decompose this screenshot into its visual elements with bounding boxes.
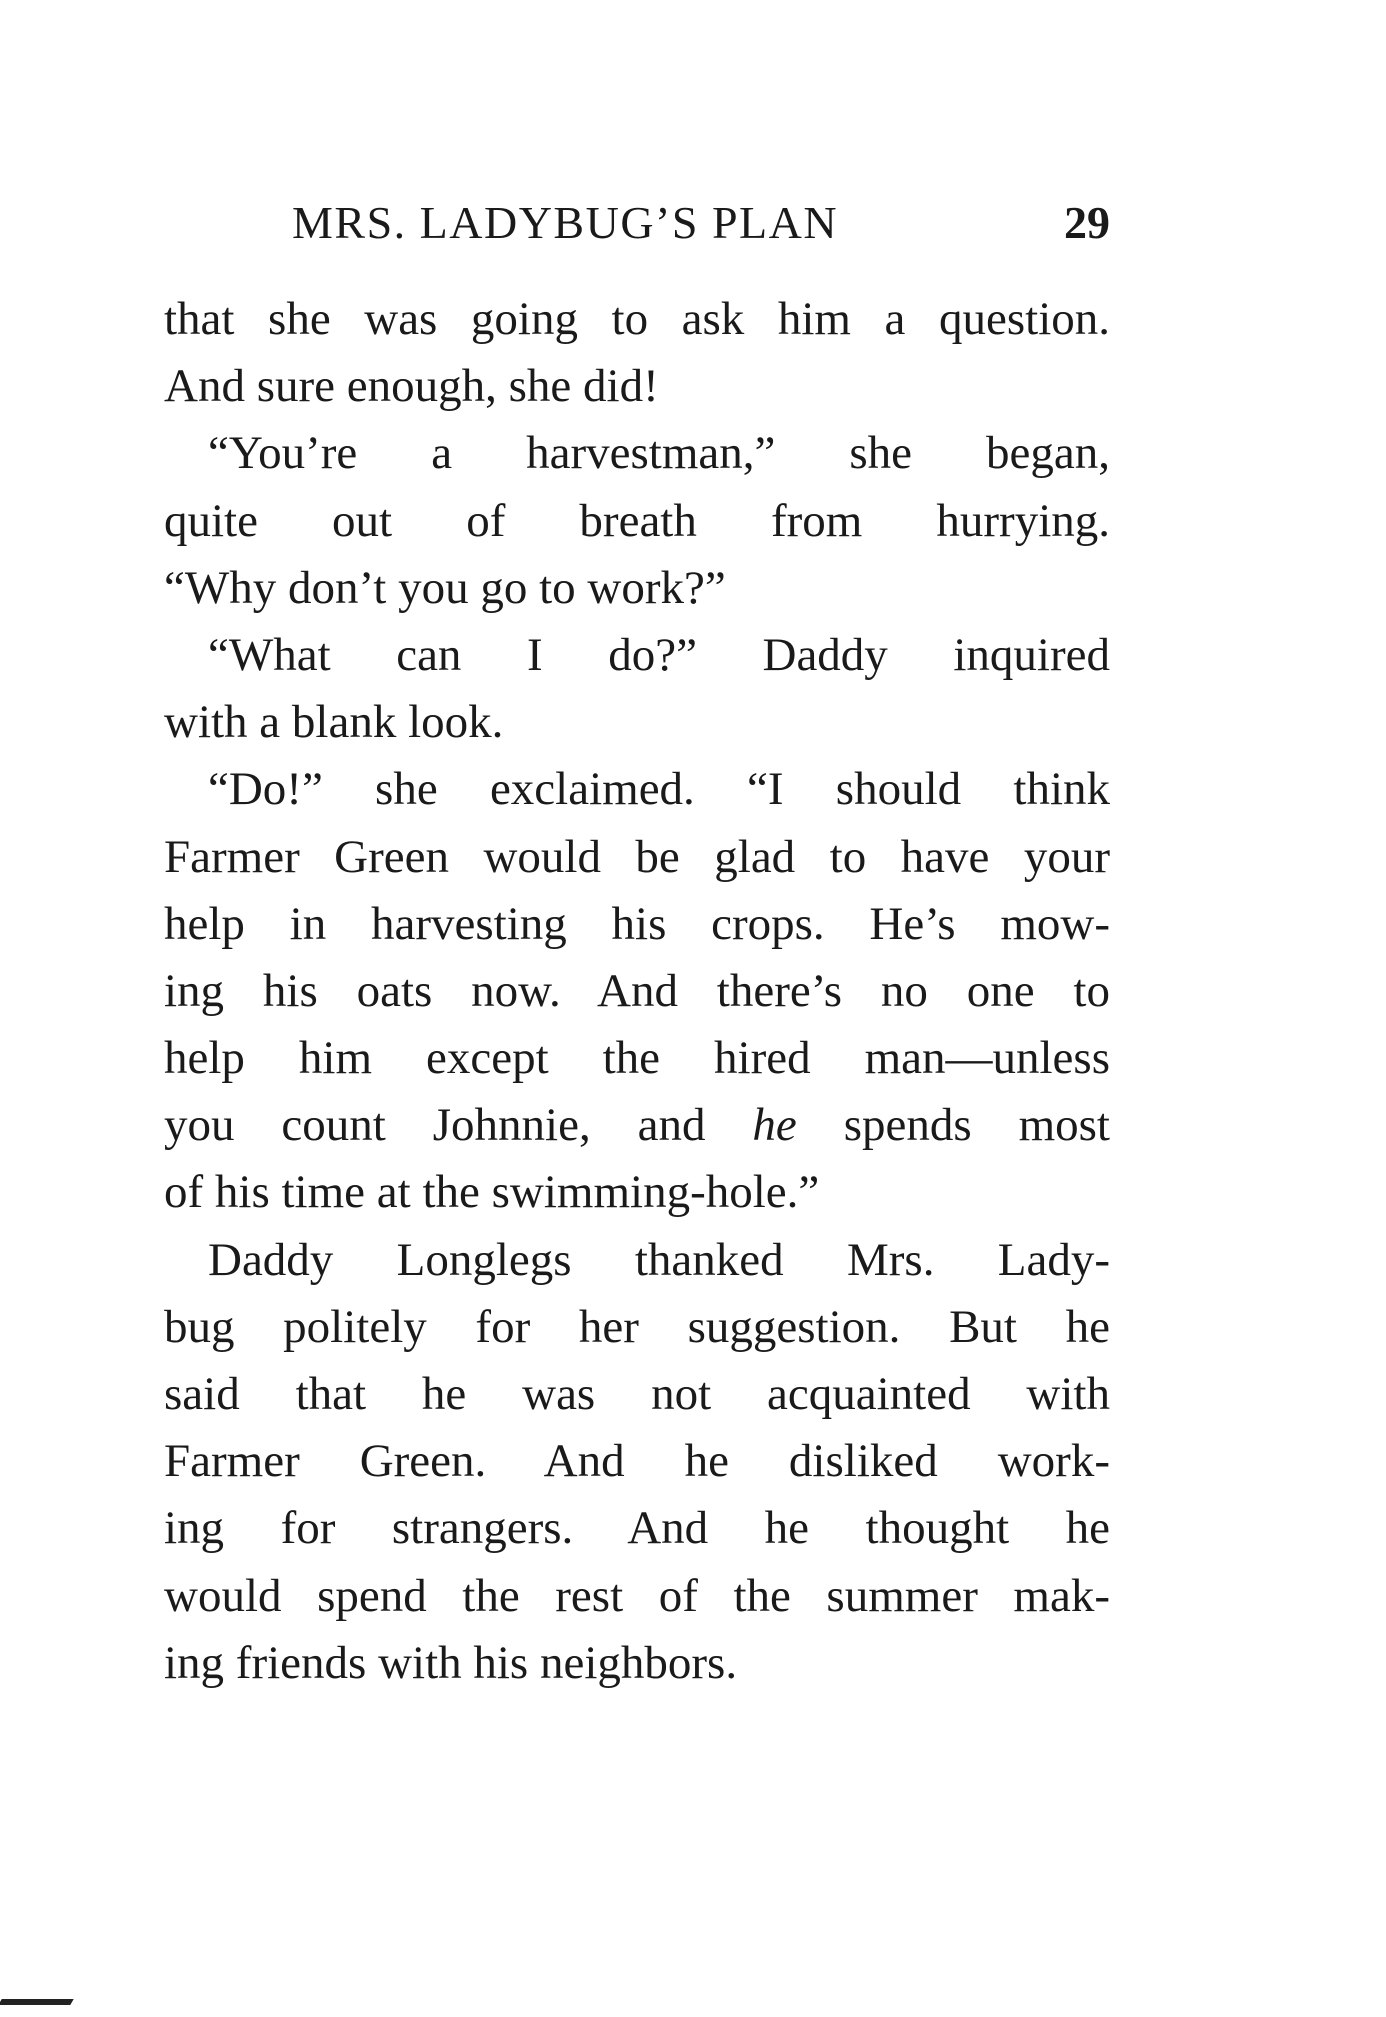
text-line: Farmer Green. And he disliked work- [164, 1435, 1110, 1488]
text-line: help in harvesting his crops. He’s mow- [164, 897, 1110, 950]
text-line: “What can I do?” Daddy inquired [208, 628, 1110, 681]
running-head [292, 196, 1110, 256]
text-line: of his time at the swimming-hole.” [164, 1166, 820, 1219]
text-line: ing friends with his neighbors. [164, 1636, 738, 1689]
text-line: And sure enough, she did! [164, 360, 659, 413]
body-text [164, 286, 1110, 1697]
text-line: bug politely for her suggestion. But he [164, 1300, 1110, 1353]
running-title: MRS. LADYBUG’S PLAN [292, 197, 839, 248]
text-segment: you count Johnnie, and [164, 1099, 753, 1152]
text-line: ing his oats now. And there’s no one to [164, 964, 1110, 1017]
text-line: with a blank look. [164, 696, 504, 749]
text-line: that she was going to ask him a question. [164, 293, 1110, 345]
text-line: “Do!” she exclaimed. “I should think [208, 763, 1110, 816]
text-segment: spends most [796, 1099, 1110, 1152]
text-line [164, 1092, 1110, 1159]
italic-word: he [752, 1099, 797, 1152]
text-line: Farmer Green would be glad to have your [164, 830, 1110, 883]
text-line: Daddy Longlegs thanked Mrs. Lady- [208, 1233, 1110, 1286]
text-line: quite out of breath from hurrying. [164, 494, 1110, 547]
text-line: ing for strangers. And he thought he [164, 1502, 1110, 1555]
page-number: 29 [1064, 197, 1110, 248]
text-line: said that he was not acquainted with [164, 1368, 1110, 1420]
text-line: “Why don’t you go to work?” [164, 561, 726, 614]
text-line: “You’re a harvestman,” she began, [208, 427, 1110, 480]
text-line: help him except the hired man—unless [164, 1032, 1110, 1085]
scan-artifact [0, 1999, 74, 2005]
text-line: would spend the rest of the summer mak- [164, 1569, 1110, 1622]
